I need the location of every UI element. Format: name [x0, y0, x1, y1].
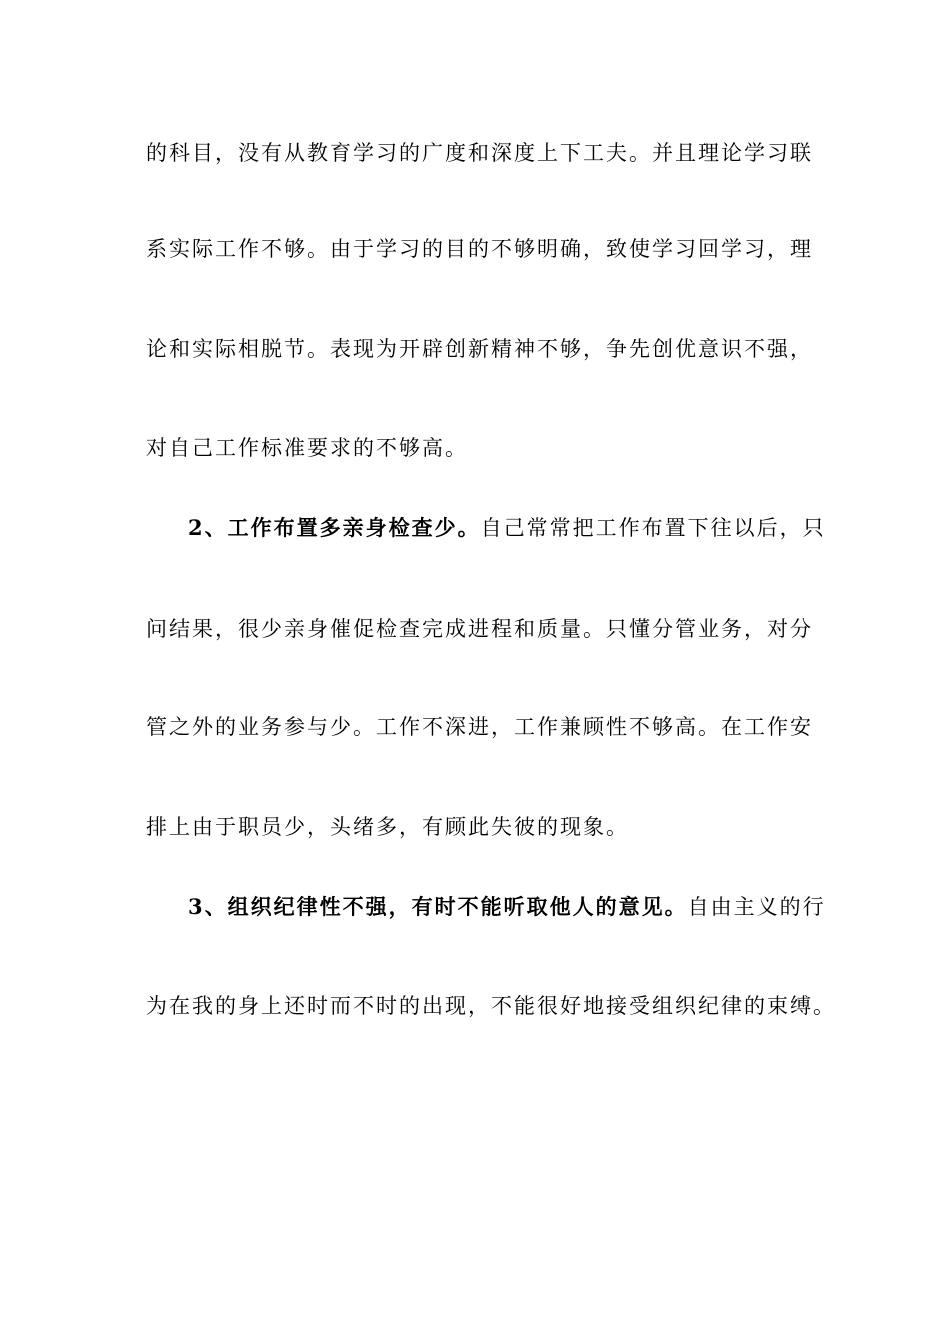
paragraph-line: 排上由于职员少，头绪多，有顾此失彼的现象。 [146, 815, 629, 839]
paragraph-line: 为在我的身上还时而不时的出现，不能很好地接受组织纪律的束缚。 [146, 994, 836, 1018]
paragraph-line: 系实际工作不够。由于学习的目的不够明确，致使学习回学习，理 [146, 237, 813, 261]
item-3-heading: 3、组织纪律性不强，有时不能听取他人的意见。 [188, 894, 688, 919]
paragraph-line: 的科目，没有从教育学习的广度和深度上下工夫。并且理论学习联 [146, 141, 813, 165]
item-2-text: 自己常常把工作布置下往以后，只 [480, 516, 826, 540]
item-2-heading: 2、工作布置多亲身检查少。 [188, 515, 481, 540]
item-3-text: 自由主义的行 [687, 895, 826, 919]
paragraph-line: 管之外的业务参与少。工作不深进，工作兼顾性不够高。在工作安 [146, 715, 813, 739]
paragraph-line: 问结果，很少亲身催促检查完成进程和质量。只懂分管业务，对分 [146, 617, 813, 641]
item-2-first-line [188, 513, 826, 543]
paragraph-line: 对自己工作标准要求的不够高。 [146, 436, 468, 460]
item-3-first-line [188, 892, 826, 922]
paragraph-line: 论和实际相脱节。表现为开辟创新精神不够，争先创优意识不强， [146, 337, 813, 361]
